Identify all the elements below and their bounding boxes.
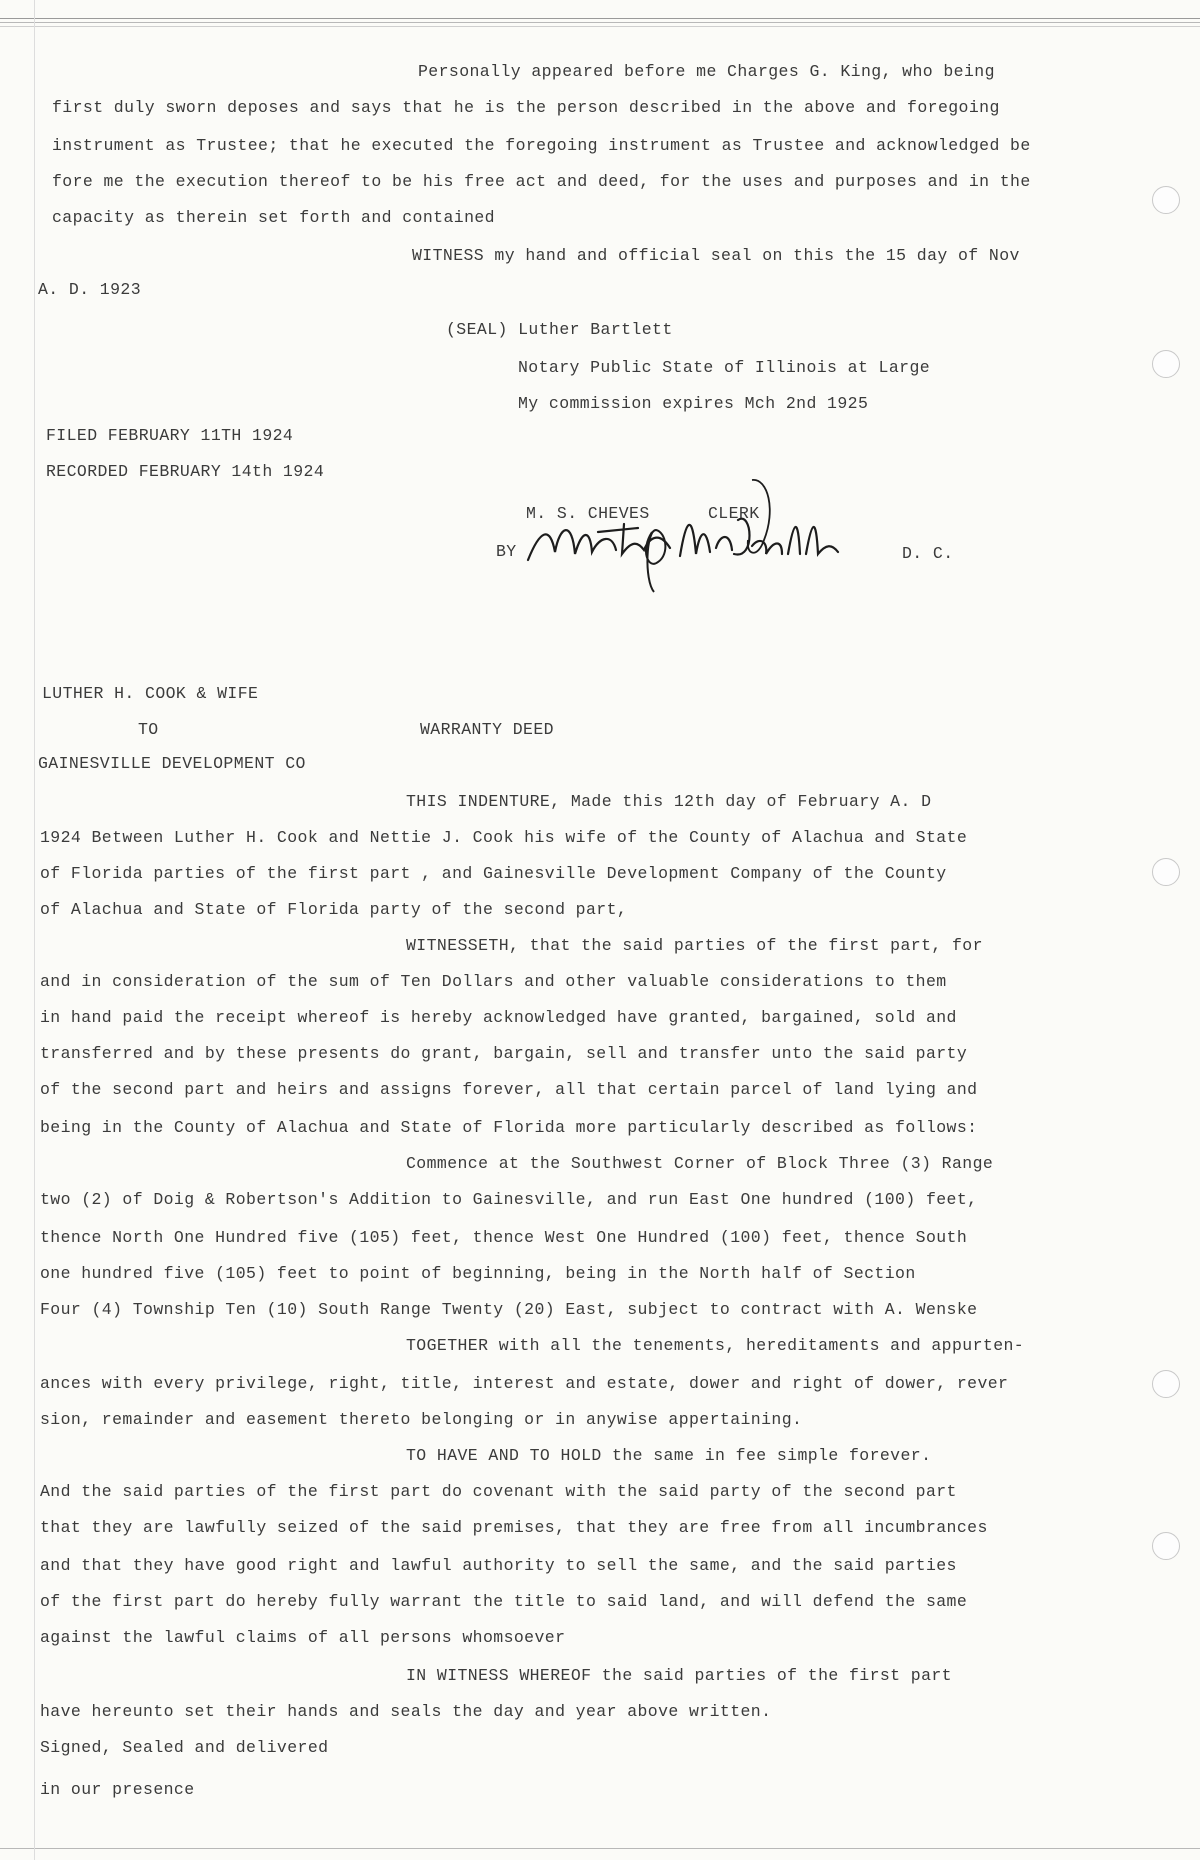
affidavit-line: Personally appeared before me Charges G. King, who being [418, 62, 995, 81]
affidavit-line: capacity as therein set forth and contained [52, 208, 495, 227]
deed-line: against the lawful claims of all persons whomsoever [40, 1628, 566, 1647]
filed-date: FILED FEBRUARY 11TH 1924 [46, 426, 294, 445]
deed-line: in our presence [40, 1780, 195, 1799]
deed-line: IN WITNESS WHEREOF the said parties of the first part [406, 1666, 952, 1685]
affidavit-date: A. D. 1923 [38, 280, 142, 299]
deed-line: of the second part and heirs and assigns forever, all that certain parcel of land lying and [40, 1080, 978, 1099]
punch-hole-3 [1152, 858, 1180, 886]
recorded-date: RECORDED FEBRUARY 14th 1924 [46, 462, 325, 481]
deed-line: And the said parties of the first part do covenant with the said party of the second part [40, 1482, 957, 1501]
clerk-title: CLERK [708, 504, 760, 523]
deed-line: of Florida parties of the first part , and Gainesville Development Company of the County [40, 864, 947, 883]
top-rule-2 [0, 22, 1200, 23]
deed-type: WARRANTY DEED [420, 720, 554, 739]
punch-hole-5 [1152, 1532, 1180, 1560]
deed-line: Signed, Sealed and delivered [40, 1738, 329, 1757]
deed-line: Commence at the Southwest Corner of Block Three (3) Range [406, 1154, 994, 1173]
deed-line: transferred and by these presents do grant, bargain, sell and transfer unto the said party [40, 1044, 968, 1063]
deed-line: two (2) of Doig & Robertson's Addition to Gainesville, and run East One hundred (100) feet, [40, 1190, 978, 1209]
deed-line: Four (4) Township Ten (10) South Range Twenty (20) East, subject to contract with A. Wenske [40, 1300, 978, 1319]
notary-seal-line: (SEAL) Luther Bartlett [446, 320, 673, 339]
grantee-name: GAINESVILLE DEVELOPMENT CO [38, 754, 306, 773]
deed-line: WITNESSETH, that the said parties of the first part, for [406, 936, 983, 955]
deed-to: TO [138, 720, 159, 739]
notary-title: Notary Public State of Illinois at Large [518, 358, 931, 377]
deed-line: of the first part do hereby fully warrant the title to said land, and will defend the same [40, 1592, 968, 1611]
deed-line: and in consideration of the sum of Ten Dollars and other valuable considerations to them [40, 972, 947, 991]
clerk-by: BY [496, 542, 517, 561]
deed-line: TOGETHER with all the tenements, hereditaments and appurten- [406, 1336, 1025, 1355]
top-rule-3 [0, 26, 1200, 27]
deed-line: ances with every privilege, right, title, interest and estate, dower and right of dower, rever [40, 1374, 1009, 1393]
notary-commission: My commission expires Mch 2nd 1925 [518, 394, 869, 413]
grantor-name: LUTHER H. COOK & WIFE [42, 684, 259, 703]
top-rule [0, 18, 1200, 19]
bottom-rule [0, 1848, 1200, 1849]
deed-line: sion, remainder and easement thereto belonging or in anywise appertaining. [40, 1410, 803, 1429]
affidavit-line: fore me the execution thereof to be his free act and deed, for the uses and purposes and in the [52, 172, 1031, 191]
punch-hole-4 [1152, 1370, 1180, 1398]
clerk-name: M. S. CHEVES [526, 504, 650, 523]
affidavit-line: instrument as Trustee; that he executed the foregoing instrument as Trustee and acknowledged be [52, 136, 1031, 155]
deed-line: TO HAVE AND TO HOLD the same in fee simple forever. [406, 1446, 932, 1465]
punch-hole-1 [1152, 186, 1180, 214]
deed-line: that they are lawfully seized of the said premises, that they are free from all incumbrances [40, 1518, 988, 1537]
deed-line: thence North One Hundred five (105) feet, thence West One Hundred (100) feet, thence South [40, 1228, 968, 1247]
left-margin-line [34, 0, 35, 1860]
affidavit-line: first duly sworn deposes and says that he is the person described in the above and foregoing [52, 98, 1000, 117]
deed-line: of Alachua and State of Florida party of the second part, [40, 900, 628, 919]
deed-line: have hereunto set their hands and seals the day and year above written. [40, 1702, 772, 1721]
punch-hole-2 [1152, 350, 1180, 378]
deed-line: being in the County of Alachua and State of Florida more particularly described as follows: [40, 1118, 978, 1137]
deputy-clerk-label: D. C. [902, 544, 954, 563]
deed-line: in hand paid the receipt whereof is hereby acknowledged have granted, bargained, sold and [40, 1008, 957, 1027]
witness-line: WITNESS my hand and official seal on this the 15 day of Nov [412, 246, 1020, 265]
deed-line: one hundred five (105) feet to point of beginning, being in the North half of Section [40, 1264, 916, 1283]
deed-line: and that they have good right and lawful authority to sell the same, and the said parties [40, 1556, 957, 1575]
deed-line: 1924 Between Luther H. Cook and Nettie J. Cook his wife of the County of Alachua and State [40, 828, 968, 847]
clerk-signature [520, 470, 850, 600]
deed-line: THIS INDENTURE, Made this 12th day of February A. D [406, 792, 932, 811]
